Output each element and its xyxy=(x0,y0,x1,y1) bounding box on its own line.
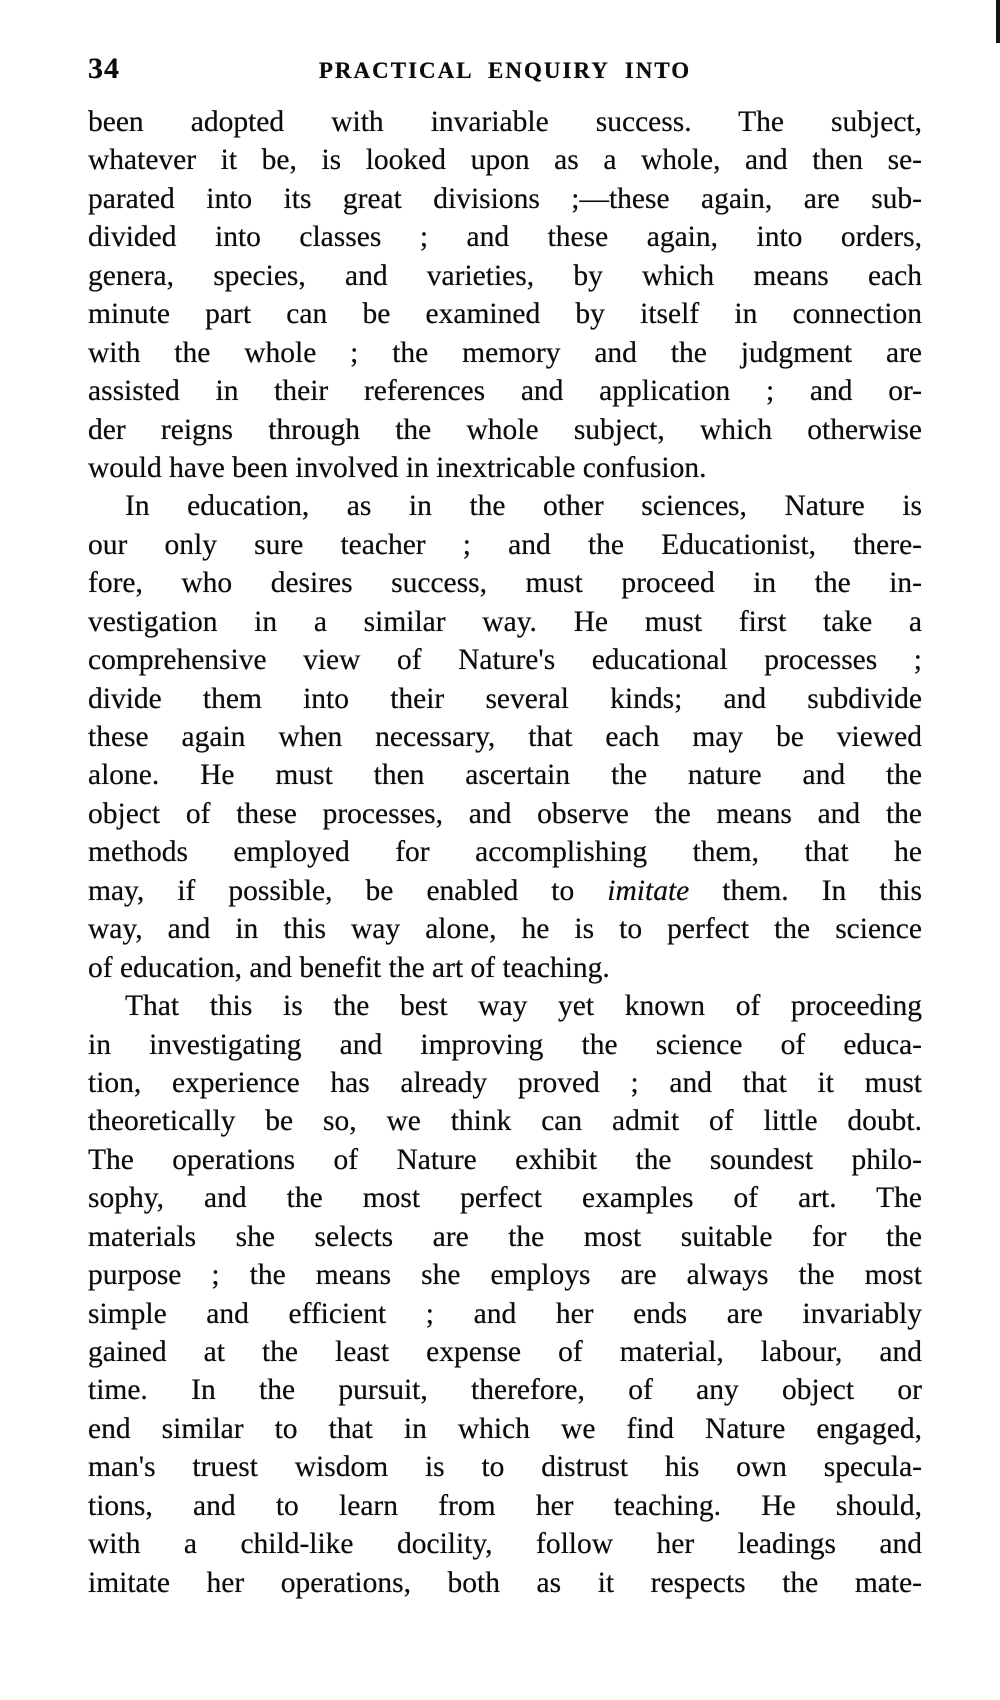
text-line: minute part can be examined by itself in connection xyxy=(88,298,922,331)
text-line: object of these processes, and observe the means and the xyxy=(88,797,922,830)
text-segment: them. In this xyxy=(689,874,922,907)
text-line: assisted in their references and application ; and or- xyxy=(88,375,922,408)
text-line: would have been involved in inextricable confusion. xyxy=(88,451,707,484)
text-segment: may, if possible, be enabled to xyxy=(88,874,608,907)
text-line: vestigation in a similar way. He must first take a xyxy=(88,605,922,638)
text-line: tion, experience has already proved ; and that it must xyxy=(88,1066,922,1099)
text-line: theoretically be so, we think can admit of little doubt. xyxy=(88,1105,922,1138)
page-number: 34 xyxy=(88,52,120,85)
text-line: divided into classes ; and these again, into orders, xyxy=(88,221,922,254)
body-text xyxy=(88,103,922,1602)
text-line: imitate her operations, both as it respects the mate- xyxy=(88,1566,922,1599)
text-line: with a child-like docility, follow her leadings and xyxy=(88,1528,922,1561)
text-line: alone. He must then ascertain the nature and the xyxy=(88,759,922,792)
text-line: whatever it be, is looked upon as a whole, and then se- xyxy=(88,144,922,177)
text-line: these again when necessary, that each may be viewed xyxy=(88,721,922,753)
text-line-with-italic xyxy=(88,872,922,910)
text-line: time. In the pursuit, therefore, of any object or xyxy=(88,1374,922,1407)
scan-artifact-line xyxy=(996,0,1000,43)
paragraph xyxy=(88,987,922,1602)
text-line: sophy, and the most perfect examples of art. The xyxy=(88,1182,922,1215)
running-title: PRACTICAL ENQUIRY INTO xyxy=(318,58,692,83)
text-line: of education, and benefit the art of teaching. xyxy=(88,951,610,984)
text-line: methods employed for accomplishing them, that he xyxy=(88,836,922,869)
text-line: man's truest wisdom is to distrust his own specula- xyxy=(88,1451,922,1484)
text-line: der reigns through the whole subject, which otherwise xyxy=(88,413,922,446)
text-line: gained at the least expense of material, labour, and xyxy=(88,1336,922,1368)
text-line: In education, as in the other sciences, Nature is xyxy=(125,490,922,523)
text-line: fore, who desires success, must proceed in the in- xyxy=(88,567,922,600)
text-line: in investigating and improving the science of educa- xyxy=(88,1028,922,1061)
text-line: divide them into their several kinds; and subdivide xyxy=(88,682,922,715)
text-line: comprehensive view of Nature's educational processes ; xyxy=(88,644,922,677)
text-line: been adopted with invariable success. The subject, xyxy=(88,106,922,138)
text-line: with the whole ; the memory and the judgment are xyxy=(88,336,922,369)
text-line: materials she selects are the most suitable for the xyxy=(88,1220,922,1253)
text-line: way, and in this way alone, he is to perfect the science xyxy=(88,913,922,946)
text-line: The operations of Nature exhibit the soundest philo- xyxy=(88,1143,922,1176)
text-line: tions, and to learn from her teaching. He should, xyxy=(88,1489,922,1522)
text-line: That this is the best way yet known of proceeding xyxy=(125,990,922,1023)
text-line: genera, species, and varieties, by which means each xyxy=(88,259,922,292)
text-line: simple and efficient ; and her ends are invariably xyxy=(88,1297,922,1330)
text-line: purpose ; the means she employs are always the most xyxy=(88,1259,922,1292)
text-line: end similar to that in which we find Nature engaged, xyxy=(88,1412,922,1445)
paragraph xyxy=(88,487,922,987)
text-line: parated into its great divisions ;—these again, are sub- xyxy=(88,182,922,215)
italic-word: imitate xyxy=(607,874,690,907)
text-line: our only sure teacher ; and the Educationist, there- xyxy=(88,528,922,561)
paragraph xyxy=(88,103,922,487)
